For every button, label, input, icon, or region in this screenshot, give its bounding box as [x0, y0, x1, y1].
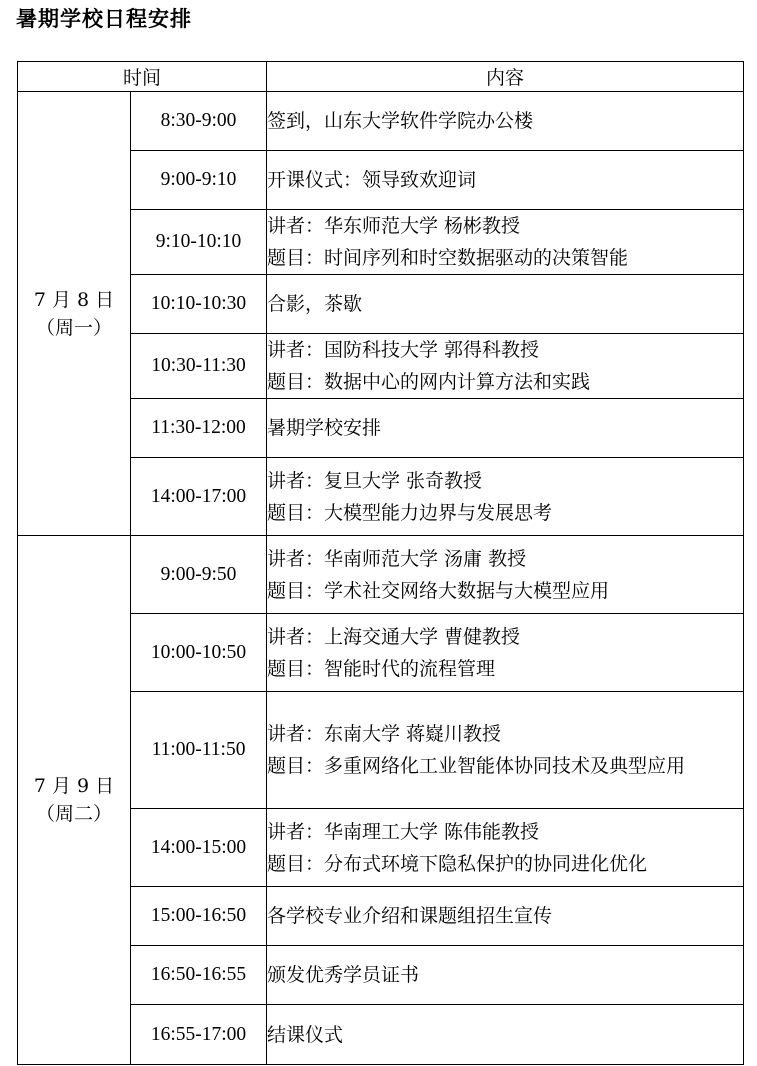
content-cell — [267, 210, 744, 275]
day-cell — [18, 92, 131, 536]
speaker-line: 讲者：华南师范大学 汤庸 教授 — [267, 547, 527, 570]
content-cell — [267, 458, 744, 536]
time-cell: 14:00-17:00 — [131, 458, 267, 536]
content-line: 合影，茶歇 — [267, 293, 363, 315]
time-cell: 16:50-16:55 — [131, 946, 267, 1005]
content-cell — [267, 946, 744, 1005]
time-cell: 16:55-17:00 — [131, 1005, 267, 1065]
day-date: 7 月 8 日 — [33, 288, 115, 311]
topic-line: 题目：智能时代的流程管理 — [267, 657, 496, 680]
day-weekday: （周一） — [35, 316, 112, 339]
content-line: 各学校专业介绍和课题组招生宣传 — [267, 905, 553, 927]
topic-line: 题目：时间序列和时空数据驱动的决策智能 — [267, 247, 629, 269]
day-date: 7 月 9 日 — [33, 775, 115, 797]
time-cell: 15:00-16:50 — [131, 887, 267, 946]
time-cell: 10:10-10:30 — [131, 275, 267, 334]
content-line: 签到，山东大学软件学院办公楼 — [267, 110, 534, 132]
speaker-line: 讲者：复旦大学 张奇教授 — [267, 469, 483, 492]
time-cell: 11:00-11:50 — [131, 692, 267, 809]
content-line: 结课仪式 — [267, 1023, 344, 1046]
topic-line: 题目：学术社交网络大数据与大模型应用 — [267, 579, 610, 602]
topic-line: 题目：多重网络化工业智能体协同技术及典型应用 — [267, 755, 686, 777]
topic-line: 题目：分布式环境下隐私保护的协同进化优化 — [267, 852, 648, 875]
topic-line: 题目：大模型能力边界与发展思考 — [267, 501, 553, 524]
page-title: 暑期学校日程安排 — [16, 7, 192, 31]
time-cell: 8:30-9:00 — [131, 92, 267, 151]
content-cell — [267, 1005, 744, 1065]
content-cell — [267, 334, 744, 399]
content-cell — [267, 92, 744, 151]
content-cell — [267, 151, 744, 210]
time-cell: 10:00-10:50 — [131, 614, 267, 692]
speaker-line: 讲者：华南理工大学 陈伟能教授 — [267, 820, 540, 843]
day-cell — [18, 536, 131, 1065]
time-cell: 14:00-15:00 — [131, 809, 267, 887]
schedule-row — [18, 536, 744, 614]
time-cell: 9:00-9:50 — [131, 536, 267, 614]
content-cell — [267, 887, 744, 946]
content-line: 颁发优秀学员证书 — [267, 964, 420, 986]
header-time: 时间 — [18, 62, 267, 92]
schedule-body — [18, 92, 744, 1065]
time-cell: 9:00-9:10 — [131, 151, 267, 210]
speaker-line: 讲者：上海交通大学 曹健教授 — [267, 625, 521, 648]
topic-line: 题目：数据中心的网内计算方法和实践 — [267, 371, 591, 393]
content-line: 暑期学校安排 — [267, 417, 382, 439]
content-line: 开课仪式：领导致欢迎词 — [267, 169, 477, 191]
schedule-table — [17, 61, 744, 1065]
speaker-line: 讲者：东南大学 蒋嶷川教授 — [267, 723, 502, 745]
schedule-row — [18, 92, 744, 151]
header-row — [18, 62, 744, 92]
speaker-line: 讲者：国防科技大学 郭得科教授 — [267, 339, 540, 361]
content-cell — [267, 692, 744, 809]
content-cell — [267, 536, 744, 614]
content-cell — [267, 809, 744, 887]
header-content: 内容 — [267, 62, 744, 92]
content-cell — [267, 399, 744, 458]
time-cell: 11:30-12:00 — [131, 399, 267, 458]
day-weekday: （周二） — [35, 803, 112, 825]
time-cell: 9:10-10:10 — [131, 210, 267, 275]
content-cell — [267, 275, 744, 334]
speaker-line: 讲者：华东师范大学 杨彬教授 — [267, 215, 521, 237]
time-cell: 10:30-11:30 — [131, 334, 267, 399]
content-cell — [267, 614, 744, 692]
